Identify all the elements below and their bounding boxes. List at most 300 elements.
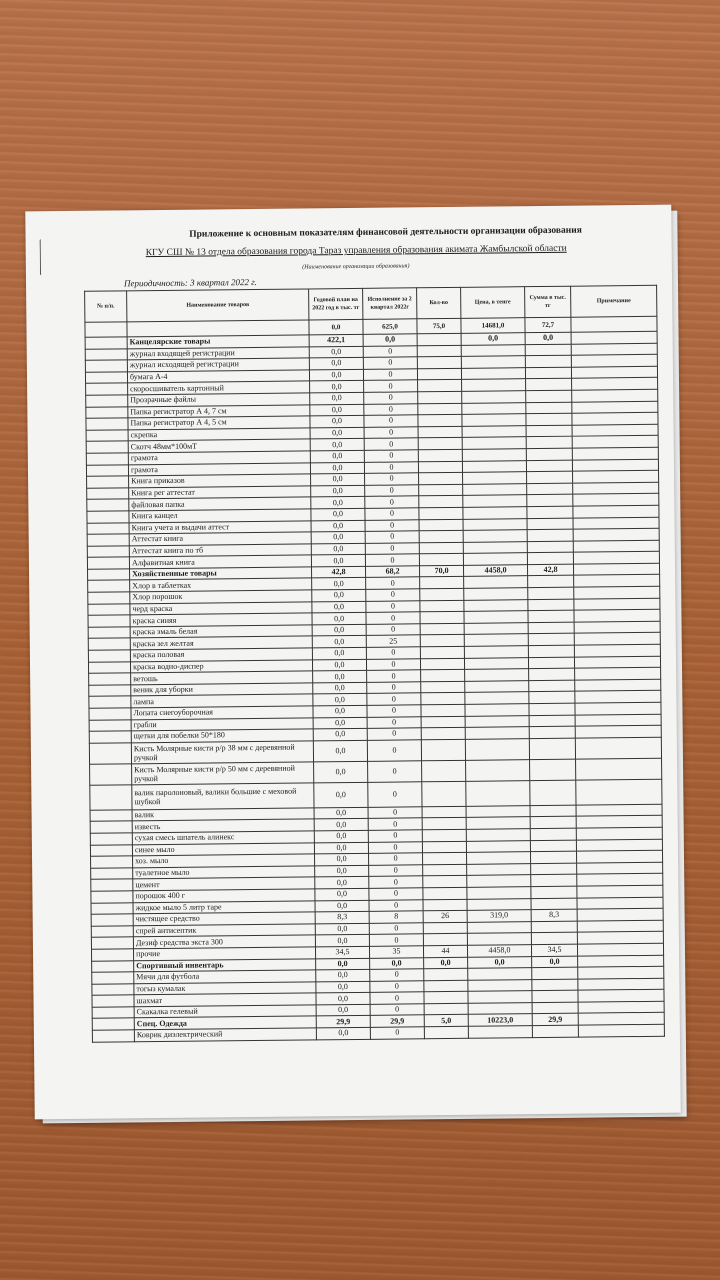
cell-name: скрепка	[128, 428, 310, 441]
cell-qty	[420, 600, 464, 612]
cell-note	[576, 827, 662, 839]
cell-plan: 0,0	[309, 346, 363, 358]
cell-num	[86, 430, 128, 442]
cell-note	[576, 839, 662, 851]
cell-sum	[525, 355, 571, 367]
cell-plan: 0,0	[311, 485, 365, 497]
cell-qty	[423, 899, 467, 911]
cell-qty	[417, 368, 461, 380]
cell-name: Хлор порошок	[130, 590, 312, 603]
cell-note	[572, 412, 658, 424]
cell-qty	[421, 728, 465, 740]
cell-plan: 0,0	[316, 1004, 370, 1016]
cell-name: файловая папка	[129, 497, 311, 510]
cell-num	[87, 546, 129, 558]
cell-plan: 0,0	[315, 854, 369, 866]
cell-exec: 0	[369, 853, 423, 865]
cell-qty	[419, 484, 463, 496]
cell-sum: 42,8	[527, 564, 573, 576]
cell-plan: 8,3	[315, 911, 369, 923]
cell-name: скоросшиватель картонный	[128, 381, 310, 394]
cell-sum	[526, 413, 572, 425]
cell-num	[86, 383, 128, 395]
cell-plan: 0,0	[314, 830, 368, 842]
cell-name: краска водно-диспер	[130, 660, 312, 673]
cell-price	[462, 449, 526, 461]
cell-name: Книга приказов	[129, 474, 311, 487]
document-page	[25, 205, 680, 1120]
cell-note	[572, 447, 658, 459]
cell-name: Канцелярские товары	[127, 335, 309, 348]
totals-plan: 0,0	[309, 319, 363, 335]
header-sum: Сумма в тыс. тг	[525, 286, 571, 317]
cell-qty	[417, 357, 461, 369]
cell-num	[85, 372, 127, 384]
cell-price	[464, 576, 528, 588]
cell-num	[91, 937, 133, 949]
cell-exec: 0,0	[363, 334, 417, 346]
cell-price	[464, 646, 528, 658]
cell-name: Кисть Молярные кисти р/р 38 мм с деревянной ручкой	[131, 741, 313, 764]
cell-plan: 0,0	[311, 555, 365, 567]
cell-exec: 0	[370, 980, 424, 992]
cell-qty	[424, 980, 468, 992]
cell-name: краска зел желтая	[130, 636, 312, 649]
cell-sum	[529, 715, 575, 727]
cell-plan: 0,0	[312, 613, 366, 625]
cell-sum	[529, 692, 575, 704]
cell-qty	[421, 704, 465, 716]
cell-name: Хозяйственные товары	[130, 567, 312, 580]
cell-plan: 29,9	[316, 1016, 370, 1028]
cell-price	[468, 968, 532, 980]
cell-plan: 0,0	[313, 682, 367, 694]
cell-qty	[422, 818, 466, 830]
cell-name: шахмат	[134, 993, 316, 1006]
cell-num	[87, 488, 129, 500]
cell-note	[571, 343, 657, 355]
cell-plan: 0,0	[315, 888, 369, 900]
cell-qty	[424, 968, 468, 980]
cell-num	[91, 949, 133, 961]
cell-qty	[422, 781, 466, 806]
cell-name: краска синяя	[130, 613, 312, 626]
cell-price: 4458,0	[467, 945, 531, 957]
cell-price	[466, 780, 530, 806]
totals-sum: 72,7	[525, 317, 571, 332]
cell-note	[575, 667, 661, 679]
cell-qty	[418, 461, 462, 473]
cell-price	[464, 611, 528, 623]
cell-exec: 8	[369, 911, 423, 923]
cell-num	[89, 708, 131, 720]
cell-price	[464, 657, 528, 669]
cell-plan: 0,0	[310, 392, 364, 404]
cell-qty: 70,0	[419, 565, 463, 577]
cell-qty	[423, 887, 467, 899]
cell-price	[468, 1026, 532, 1038]
cell-qty	[423, 934, 467, 946]
cell-name: Книга учета и выдачи аттест	[129, 520, 311, 533]
cell-sum	[532, 1025, 578, 1037]
cell-price	[463, 495, 527, 507]
cell-note	[575, 691, 661, 703]
cell-exec: 0	[369, 922, 423, 934]
cell-price	[461, 344, 525, 356]
cell-name: прочие	[133, 947, 315, 960]
cell-note	[577, 943, 663, 955]
cell-qty	[423, 852, 467, 864]
cell-note	[574, 610, 660, 622]
cell-exec: 0	[363, 345, 417, 357]
cell-sum	[525, 367, 571, 379]
cell-exec: 0	[369, 899, 423, 911]
cell-sum: 0,0	[532, 956, 578, 968]
cell-qty	[419, 472, 463, 484]
cell-sum	[530, 805, 576, 817]
cell-sum	[526, 437, 572, 449]
cell-qty	[418, 438, 462, 450]
cell-name: краска эмаль белая	[130, 625, 312, 638]
cell-plan: 0,0	[312, 636, 366, 648]
cell-plan: 0,0	[312, 624, 366, 636]
cell-exec: 0	[365, 519, 419, 531]
cell-num	[88, 592, 130, 604]
cell-plan: 0,0	[312, 601, 366, 613]
cell-exec: 0	[370, 992, 424, 1004]
cell-num	[90, 821, 132, 833]
cell-name: хоз. мыло	[133, 854, 315, 867]
cell-name: Хлор в таблетках	[130, 578, 312, 591]
cell-note	[572, 459, 658, 471]
cell-plan: 0,0	[311, 520, 365, 532]
cell-sum	[529, 680, 575, 692]
cell-num	[88, 638, 130, 650]
cell-qty	[423, 864, 467, 876]
cell-num	[88, 580, 130, 592]
cell-name: грабли	[131, 718, 313, 731]
totals-exec: 625,0	[363, 319, 417, 335]
binder-mark	[40, 239, 45, 275]
cell-name: чистящее средство	[133, 912, 315, 925]
header-note: Примечание	[571, 285, 657, 317]
cell-plan: 0,0	[311, 508, 365, 520]
cell-plan: 0,0	[316, 969, 370, 981]
cell-note	[573, 482, 659, 494]
cell-plan: 0,0	[315, 923, 369, 935]
cell-note	[573, 517, 659, 529]
cell-note	[574, 633, 660, 645]
cell-price	[461, 356, 525, 368]
cell-name: Аттестат книга по тб	[129, 544, 311, 557]
cell-note	[577, 908, 663, 920]
totals-note	[571, 316, 657, 332]
cell-num	[91, 902, 133, 914]
cell-num	[86, 418, 128, 430]
cell-plan: 0,0	[316, 1027, 370, 1039]
cell-note	[572, 378, 658, 390]
cell-plan: 0,0	[310, 439, 364, 451]
cell-name: Аттестат книга	[129, 532, 311, 545]
cell-sum	[527, 541, 573, 553]
cell-price	[463, 530, 527, 542]
cell-sum	[532, 1002, 578, 1014]
cell-qty	[420, 612, 464, 624]
cell-sum	[530, 780, 576, 805]
cell-qty	[419, 554, 463, 566]
cell-plan: 0,0	[313, 740, 367, 762]
cell-exec: 0	[364, 392, 418, 404]
cell-name: краска половая	[130, 648, 312, 661]
cell-qty	[420, 635, 464, 647]
cell-name: лампа	[131, 694, 313, 707]
cell-note	[577, 932, 663, 944]
cell-plan: 0,0	[309, 358, 363, 370]
cell-price	[465, 692, 529, 704]
cell-qty: 5,0	[424, 1015, 468, 1027]
cell-qty	[422, 760, 466, 781]
cell-price	[464, 623, 528, 635]
cell-qty	[418, 391, 462, 403]
cell-name: тогыз кумалак	[134, 982, 316, 995]
header-plan: Годовой план на 2022 год в тыс. тг	[309, 288, 363, 320]
cell-sum	[528, 634, 574, 646]
cell-num	[90, 764, 132, 785]
cell-note	[578, 1013, 664, 1025]
cell-plan: 0,0	[314, 842, 368, 854]
cell-price	[464, 599, 528, 611]
cell-qty	[417, 345, 461, 357]
cell-qty	[418, 415, 462, 427]
cell-sum	[529, 726, 575, 738]
cell-price	[468, 979, 532, 991]
cell-num	[90, 785, 132, 810]
cell-qty	[418, 449, 462, 461]
cell-sum	[527, 518, 573, 530]
cell-num	[90, 833, 132, 845]
cell-num	[89, 673, 131, 685]
cell-sum	[527, 495, 573, 507]
cell-qty	[424, 1026, 468, 1038]
cell-name: Лопата снегоуборочная	[131, 706, 313, 719]
organization-name: КГУ СШ № 13 отдела образования города Тараз управления образования акимата Жамбылской области	[145, 243, 567, 259]
cell-name: щетки для побелки 50*180	[131, 729, 313, 742]
cell-price	[463, 507, 527, 519]
cell-qty	[417, 333, 461, 345]
cell-note	[571, 331, 657, 343]
cell-note	[573, 494, 659, 506]
cell-price	[462, 379, 526, 391]
cell-plan: 0,0	[314, 819, 368, 831]
cell-note	[578, 1001, 664, 1013]
cell-sum	[529, 738, 575, 759]
cell-note	[574, 644, 660, 656]
cell-exec: 0	[367, 705, 421, 717]
cell-qty	[419, 507, 463, 519]
cell-sum: 34,5	[531, 944, 577, 956]
cell-num	[89, 743, 131, 764]
cell-price	[466, 840, 530, 852]
cell-sum	[526, 460, 572, 472]
cell-price	[468, 1003, 532, 1015]
cell-price	[463, 553, 527, 565]
cell-qty	[423, 876, 467, 888]
totals-number	[85, 322, 127, 337]
cell-plan: 34,5	[315, 946, 369, 958]
cell-sum: 29,9	[532, 1014, 578, 1026]
cell-plan: 0,0	[314, 782, 368, 808]
header-name: Наименование товаров	[127, 289, 309, 322]
cell-note	[576, 850, 662, 862]
cell-price	[467, 898, 531, 910]
cell-sum	[531, 921, 577, 933]
cell-exec: 0	[367, 670, 421, 682]
cell-exec: 29,9	[370, 1015, 424, 1027]
cell-qty	[424, 1003, 468, 1015]
cell-num	[92, 984, 134, 996]
header-qty: Кол-во	[417, 287, 461, 318]
cell-note	[573, 505, 659, 517]
cell-name: Книга рег аттестат	[129, 486, 311, 499]
cell-name: Спец. Одежда	[134, 1016, 316, 1029]
cell-name: известь	[132, 819, 314, 832]
cell-exec: 0	[364, 461, 418, 473]
cell-qty	[418, 426, 462, 438]
cell-price	[462, 402, 526, 414]
cell-name: Книга канцел	[129, 509, 311, 522]
cell-num	[88, 603, 130, 615]
cell-name: Скотч 48мм*100мТ	[128, 439, 310, 452]
cell-note	[576, 804, 662, 816]
cell-num	[91, 868, 133, 880]
cell-qty	[421, 716, 465, 728]
cell-price: 0,0	[461, 333, 525, 345]
header-price: Цена, в тенге	[461, 287, 525, 319]
cell-num	[86, 464, 128, 476]
cell-sum	[527, 483, 573, 495]
cell-name: Мячи для футбола	[134, 970, 316, 983]
cell-plan: 0,0	[310, 416, 364, 428]
cell-note	[575, 679, 661, 691]
cell-note	[572, 424, 658, 436]
cell-sum: 0,0	[525, 332, 571, 344]
cell-price	[468, 991, 532, 1003]
cell-price	[463, 541, 527, 553]
cell-qty	[420, 658, 464, 670]
cell-price: 0,0	[468, 956, 532, 968]
cell-sum	[526, 379, 572, 391]
cell-qty	[424, 992, 468, 1004]
cell-price	[465, 669, 529, 681]
cell-qty	[419, 530, 463, 542]
organization-caption: (Наименование организации образования)	[302, 263, 410, 271]
cell-num	[87, 534, 129, 546]
cell-name: бумага А-4	[127, 370, 309, 383]
cell-qty	[421, 670, 465, 682]
cell-qty	[421, 681, 465, 693]
cell-name: порошок 400 г	[133, 889, 315, 902]
cell-sum	[530, 851, 576, 863]
cell-price	[465, 680, 529, 692]
cell-note	[578, 955, 664, 967]
cell-name: Коврик диэлектрический	[134, 1028, 316, 1041]
totals-qty: 75,0	[417, 318, 461, 333]
cell-num	[92, 995, 134, 1007]
cell-sum	[528, 599, 574, 611]
cell-num	[87, 499, 129, 511]
cell-exec: 0	[369, 934, 423, 946]
cell-note	[574, 575, 660, 587]
cell-name: валик паролоновый, валики большие с меховой шубкой	[132, 783, 314, 810]
cell-num	[89, 719, 131, 731]
cell-num	[88, 569, 130, 581]
cell-sum	[526, 425, 572, 437]
cell-plan: 0,0	[313, 717, 367, 729]
cell-name: сухая смесь шпатель алинекс	[132, 831, 314, 844]
cell-sum	[528, 657, 574, 669]
cell-exec: 0	[364, 415, 418, 427]
cell-price	[464, 634, 528, 646]
cell-exec: 0	[365, 531, 419, 543]
cell-note	[572, 389, 658, 401]
cell-plan: 0,0	[315, 900, 369, 912]
cell-name: грамота	[128, 462, 310, 475]
cell-plan: 0,0	[309, 369, 363, 381]
cell-price	[467, 921, 531, 933]
cell-name: цемент	[133, 877, 315, 890]
cell-price: 319,0	[467, 910, 531, 922]
cell-price	[467, 852, 531, 864]
cell-sum	[532, 979, 578, 991]
cell-qty	[421, 739, 465, 760]
cell-plan: 0,0	[311, 473, 365, 485]
cell-exec: 0	[368, 841, 422, 853]
cell-exec: 0	[364, 450, 418, 462]
cell-name: туалетное мыло	[133, 866, 315, 879]
cell-sum	[528, 610, 574, 622]
cell-num	[86, 453, 128, 465]
cell-note	[573, 540, 659, 552]
cell-qty: 26	[423, 910, 467, 922]
cell-note	[572, 401, 658, 413]
cell-sum	[527, 471, 573, 483]
cell-exec: 0	[366, 647, 420, 659]
cell-note	[574, 621, 660, 633]
cell-num	[88, 627, 130, 639]
cell-plan: 42,8	[312, 566, 366, 578]
cell-plan: 0,0	[310, 450, 364, 462]
cell-note	[578, 990, 664, 1002]
cell-qty	[422, 829, 466, 841]
cell-note	[577, 862, 663, 874]
cell-note	[573, 528, 659, 540]
cell-sum	[528, 645, 574, 657]
cell-exec: 0	[368, 818, 422, 830]
cell-price	[467, 875, 531, 887]
cell-sum	[527, 529, 573, 541]
cell-note	[575, 725, 661, 737]
cell-sum	[526, 448, 572, 460]
cell-exec: 0	[369, 888, 423, 900]
cell-exec: 0	[365, 554, 419, 566]
cell-price	[466, 805, 530, 817]
cell-exec: 0	[366, 589, 420, 601]
cell-num	[87, 476, 129, 488]
cell-sum	[528, 576, 574, 588]
cell-num	[85, 337, 127, 349]
cell-num	[86, 395, 128, 407]
cell-exec: 0	[365, 496, 419, 508]
